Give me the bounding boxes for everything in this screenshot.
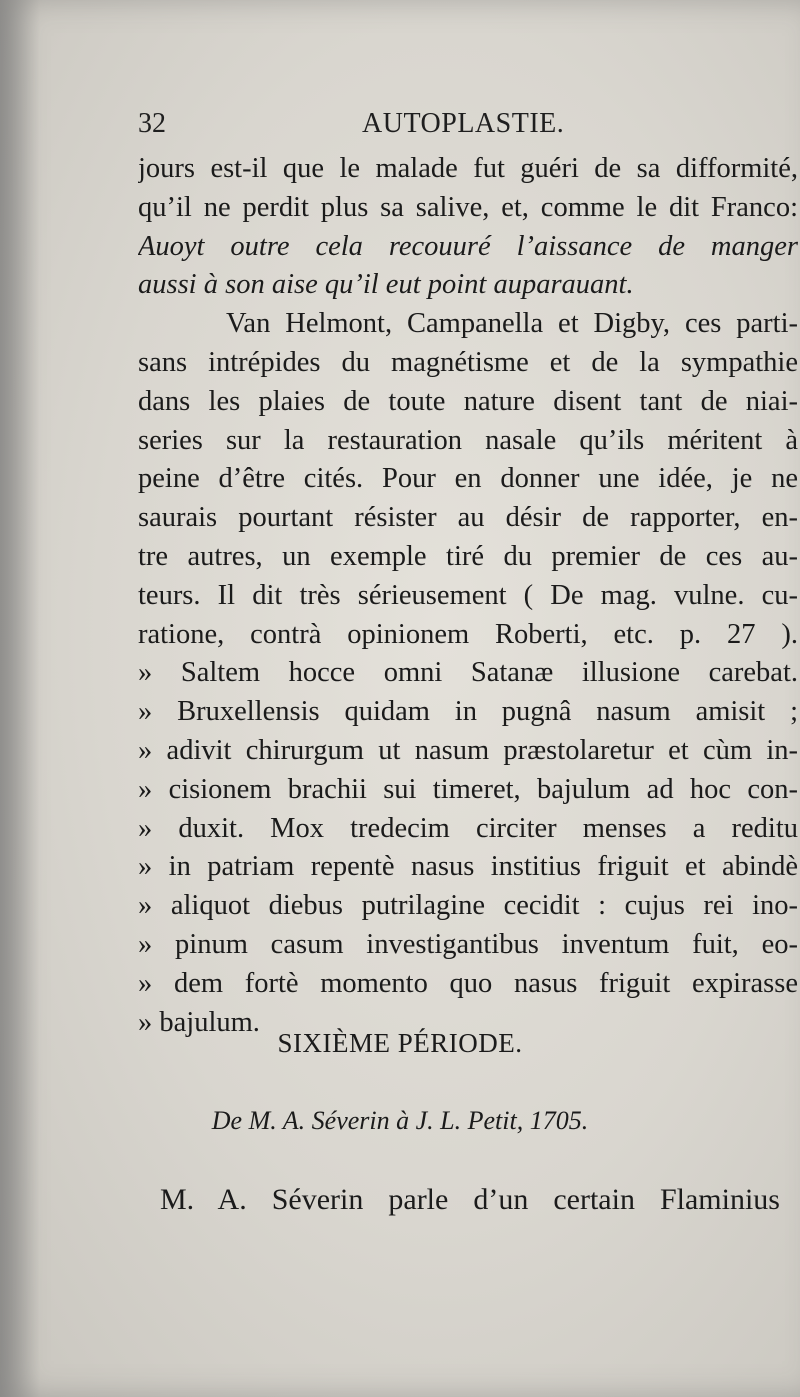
text-line: tre autres, un exemple tiré du premier de ces au- [138, 540, 798, 572]
running-title: AUTOPLASTIE. [362, 108, 565, 139]
text-line: peine d’être cités. Pour en donner une idée, je ne [138, 463, 798, 495]
section-subtitle: De M. A. Séverin à J. L. Petit, 1705. [211, 1106, 589, 1135]
text-line: ratione, contrà opinionem Roberti, etc. p. 27 ). [138, 618, 798, 650]
quote-line: » duxit. Mox tredecim circiter menses a reditu [138, 812, 798, 844]
text-line: sans intrépides du magnétisme et de la sympathie [138, 346, 798, 378]
quote-line: » dem fortè momento quo nasus friguit expirasse [138, 967, 798, 999]
text-line: saurais pourtant résister au désir de rapporter, en- [138, 502, 798, 534]
section-title: SIXIÈME PÉRIODE. [277, 1028, 523, 1058]
quote-line: » aliquot diebus putrilagine cecidit : cujus rei ino- [138, 890, 798, 922]
text-line: jours est-il que le malade fut guéri de sa difformité, [138, 153, 798, 184]
quote-line: » bajulum. [138, 1006, 260, 1038]
quote-line: » pinum casum investigantibus inventum fuit, eo- [138, 928, 798, 960]
quote-line: » adivit chirurgum ut nasum præstolaretur et cùm in- [138, 734, 798, 766]
text-line: dans les plaies de toute nature disent tant de niai- [138, 385, 798, 417]
page-header [138, 108, 758, 148]
body-text [138, 150, 798, 1042]
text-line: teurs. Il dit très sérieusement ( De mag. vulne. cu- [138, 579, 798, 611]
final-text-line: M. A. Séverin parle d’un certain Flaminius [160, 1183, 780, 1216]
text-line-italic: aussi à son aise qu’il eut point auparauant. [138, 269, 634, 301]
text-line: series sur la restauration nasale qu’ils méritent à [138, 424, 798, 456]
quote-line: » cisionem brachii sui timeret, bajulum ad hoc con- [138, 773, 798, 805]
page-number: 32 [138, 108, 166, 139]
text-line: Van Helmont, Campanella et Digby, ces parti- [226, 308, 798, 340]
text-line: qu’il ne perdit plus sa salive, et, comme le dit Franco: [138, 191, 798, 223]
gutter-shadow [0, 0, 40, 1397]
quote-line: » in patriam repentè nasus institius friguit et abindè [138, 851, 798, 883]
text-line-italic: Auoyt outre cela recouuré l’aissance de manger [138, 230, 798, 262]
quote-line: » Saltem hocce omni Satanæ illusione carebat. [138, 657, 798, 689]
quote-line: » Bruxellensis quidam in pugnâ nasum amisit ; [138, 696, 798, 728]
